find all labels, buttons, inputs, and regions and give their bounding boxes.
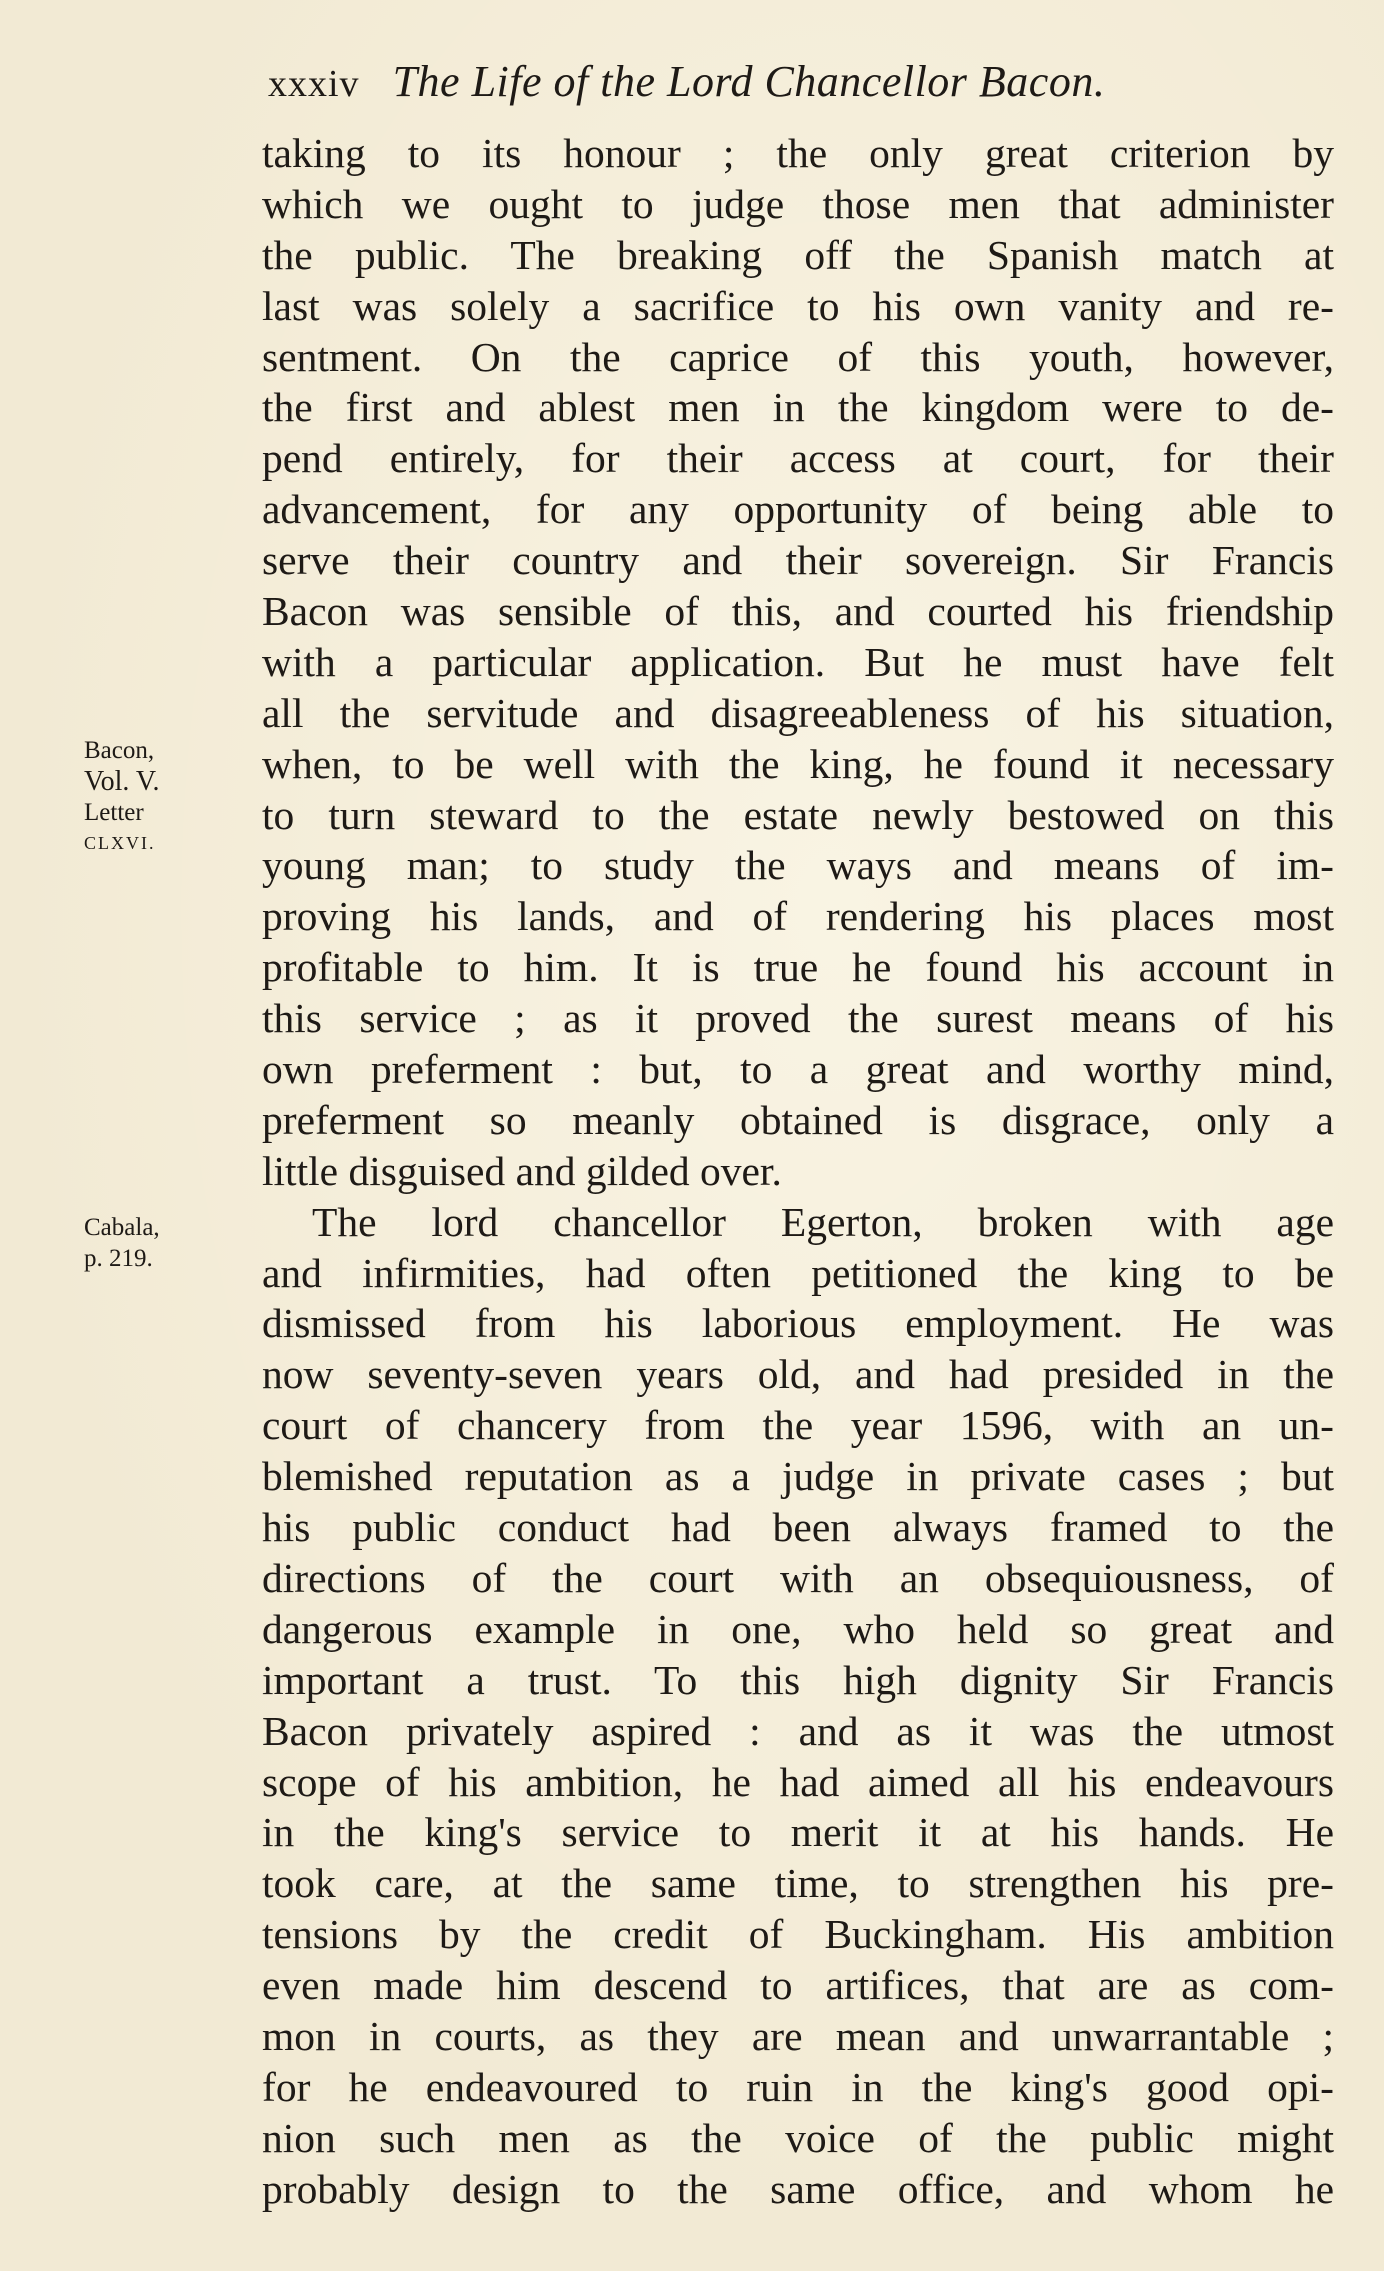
text-line: Bacon privately aspired : and as it was the utmost (262, 1707, 1334, 1754)
text-line: taking to its honour ; the only great criterion by (262, 130, 1334, 176)
text-line: important a trust. To this high dignity Sir Francis (262, 1656, 1334, 1703)
text-line: advancement, for any opportunity of being able to (262, 486, 1334, 533)
margin-note-bacon-letter (84, 735, 234, 859)
text-line: tensions by the credit of Buckingham. His ambition (262, 1911, 1334, 1958)
text-line: pend entirely, for their access at court, for their (262, 435, 1334, 482)
text-line: scope of his ambition, he had aimed all his endeavours (262, 1758, 1334, 1805)
text-line: court of chancery from the year 1596, with an un- (262, 1402, 1334, 1449)
margin-note-cabala (84, 1212, 234, 1274)
text-line: the public. The breaking off the Spanish match at (262, 231, 1334, 278)
text-line: own preferment : but, to a great and worthy mind, (262, 1046, 1334, 1093)
text-line: even made him descend to artifices, that are as com- (262, 1962, 1334, 2009)
text-line: the first and ablest men in the kingdom were to de- (262, 384, 1334, 431)
text-line: serve their country and their sovereign. Sir Francis (262, 537, 1334, 584)
text-line: last was solely a sacrifice to his own vanity and re- (262, 282, 1334, 329)
text-line: his public conduct had been always framed to the (262, 1504, 1334, 1551)
text-line: to turn steward to the estate newly bestowed on this (262, 791, 1334, 838)
text-line: which we ought to judge those men that administer (262, 180, 1334, 227)
text-line: preferment so meanly obtained is disgrace, only a (262, 1096, 1334, 1143)
text-line: young man; to study the ways and means of im- (262, 842, 1334, 889)
text-line: profitable to him. It is true he found his account in (262, 944, 1334, 991)
text-line: this service ; as it proved the surest means of his (262, 995, 1334, 1042)
running-head (268, 52, 1268, 112)
text-line: now seventy-seven years old, and had presided in the (262, 1351, 1334, 1398)
margin-note-line: Vol. V. (84, 766, 160, 797)
paragraph-end-line: little disguised and gilded over. (262, 1147, 782, 1194)
text-line: Bacon was sensible of this, and courted his friendship (262, 588, 1334, 635)
text-line: with a particular application. But he must have felt (262, 638, 1334, 685)
margin-note-line: Cabala, (84, 1214, 160, 1241)
page-number: xxxiv (268, 63, 360, 105)
text-line: all the servitude and disagreeableness of his situation, (262, 689, 1334, 736)
margin-note-line: Letter (84, 799, 144, 826)
text-line: took care, at the same time, to strengthen his pre- (262, 1860, 1334, 1907)
text-line: proving his lands, and of rendering his places most (262, 893, 1334, 940)
margin-note-line: Bacon, (84, 737, 155, 764)
running-title: The Life of the Lord Chancellor Bacon. (392, 57, 1106, 106)
text-line: probably design to the same office, and whom he (262, 2165, 1334, 2212)
margin-note-line: p. 219. (84, 1245, 153, 1272)
text-line: sentment. On the caprice of this youth, however, (262, 333, 1334, 380)
text-line: dismissed from his laborious employment. He was (262, 1300, 1334, 1347)
paragraph-start-line: The lord chancellor Egerton, broken with age (312, 1198, 1334, 1245)
text-line: nion such men as the voice of the public might (262, 2114, 1334, 2161)
text-line: and infirmities, had often petitioned the king to be (262, 1249, 1334, 1296)
text-line: mon in courts, as they are mean and unwarrantable ; (262, 2012, 1334, 2059)
text-line: blemished reputation as a judge in private cases ; but (262, 1453, 1334, 1500)
text-line: when, to be well with the king, he found it necessary (262, 740, 1334, 787)
body-text (262, 128, 1334, 2215)
text-line: directions of the court with an obsequiousness, of (262, 1554, 1334, 1601)
text-line: in the king's service to merit it at his hands. He (262, 1809, 1334, 1856)
margin-note-line: CLXVI. (84, 833, 156, 853)
text-line: for he endeavoured to ruin in the king's good opi- (262, 2063, 1334, 2110)
text-line: dangerous example in one, who held so great and (262, 1605, 1334, 1652)
